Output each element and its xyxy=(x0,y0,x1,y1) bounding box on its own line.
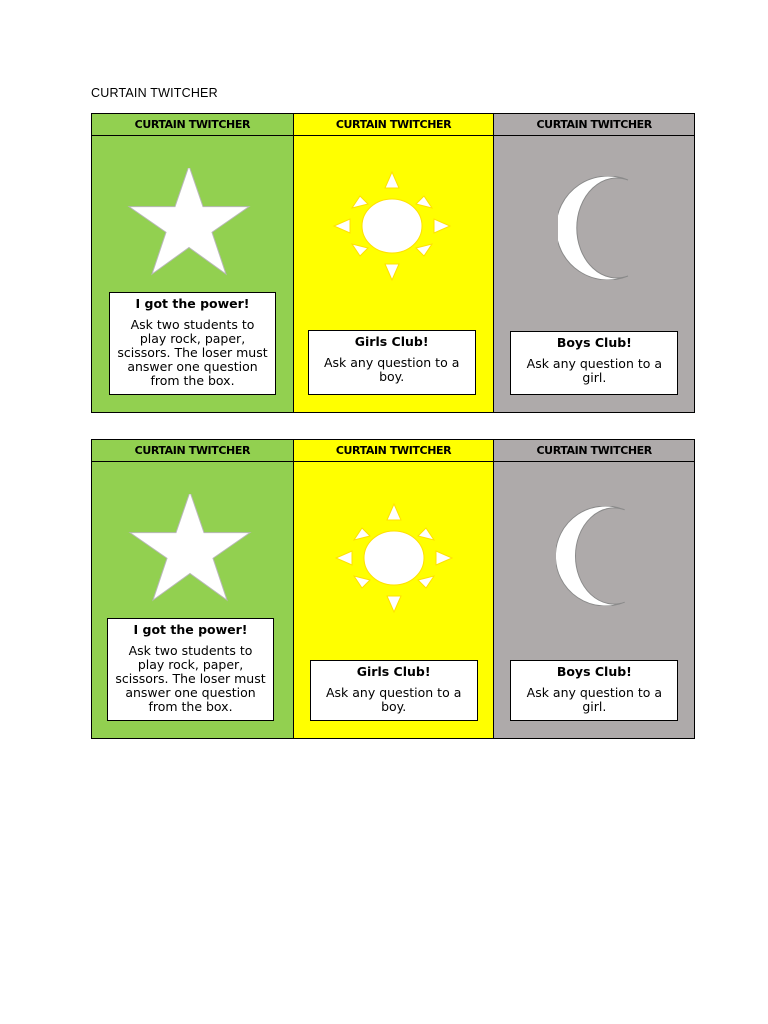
girls-club-card xyxy=(293,440,494,738)
girls-club-card xyxy=(293,114,494,412)
boys-club-card xyxy=(493,114,694,412)
card-text: Ask two students to play rock, paper, scissors. The loser must answer one question from the box. xyxy=(115,643,266,714)
moon-icon xyxy=(556,506,628,606)
girls-club-text-box xyxy=(310,660,478,721)
card-title: Boys Club! xyxy=(556,664,632,679)
boys-club-text-box xyxy=(510,660,678,721)
card-title: I got the power! xyxy=(133,622,248,637)
card-title: Girls Club! xyxy=(354,334,429,349)
card-set-1 xyxy=(91,113,695,413)
girls-club-text-box xyxy=(308,330,476,395)
star-icon xyxy=(124,168,254,278)
card-header: CURTAIN TWITCHER xyxy=(294,114,494,136)
card-text: Ask two students to play rock, paper, scissors. The loser must answer one question from the box. xyxy=(117,317,268,388)
star-icon xyxy=(125,494,255,604)
card-header: CURTAIN TWITCHER xyxy=(494,440,694,462)
document-title: CURTAIN TWITCHER xyxy=(91,86,218,100)
power-text-box xyxy=(109,292,276,395)
sun-icon xyxy=(332,502,456,614)
power-card xyxy=(92,440,293,738)
card-text: Ask any question to a boy. xyxy=(323,355,460,384)
boys-club-text-box xyxy=(510,331,678,395)
card-text: Ask any question to a girl. xyxy=(526,356,663,385)
card-set-2 xyxy=(91,439,695,739)
card-title: Girls Club! xyxy=(356,664,431,679)
card-header: CURTAIN TWITCHER xyxy=(494,114,694,136)
card-header: CURTAIN TWITCHER xyxy=(294,440,494,462)
moon-icon xyxy=(558,176,630,280)
power-card xyxy=(92,114,293,412)
card-title: Boys Club! xyxy=(556,335,632,350)
card-header: CURTAIN TWITCHER xyxy=(92,440,293,462)
card-text: Ask any question to a boy. xyxy=(325,685,462,714)
power-text-box xyxy=(107,618,274,721)
boys-club-card xyxy=(493,440,694,738)
card-text: Ask any question to a girl. xyxy=(526,685,663,714)
card-title: I got the power! xyxy=(135,296,250,311)
sun-icon xyxy=(330,170,454,282)
card-header: CURTAIN TWITCHER xyxy=(92,114,293,136)
